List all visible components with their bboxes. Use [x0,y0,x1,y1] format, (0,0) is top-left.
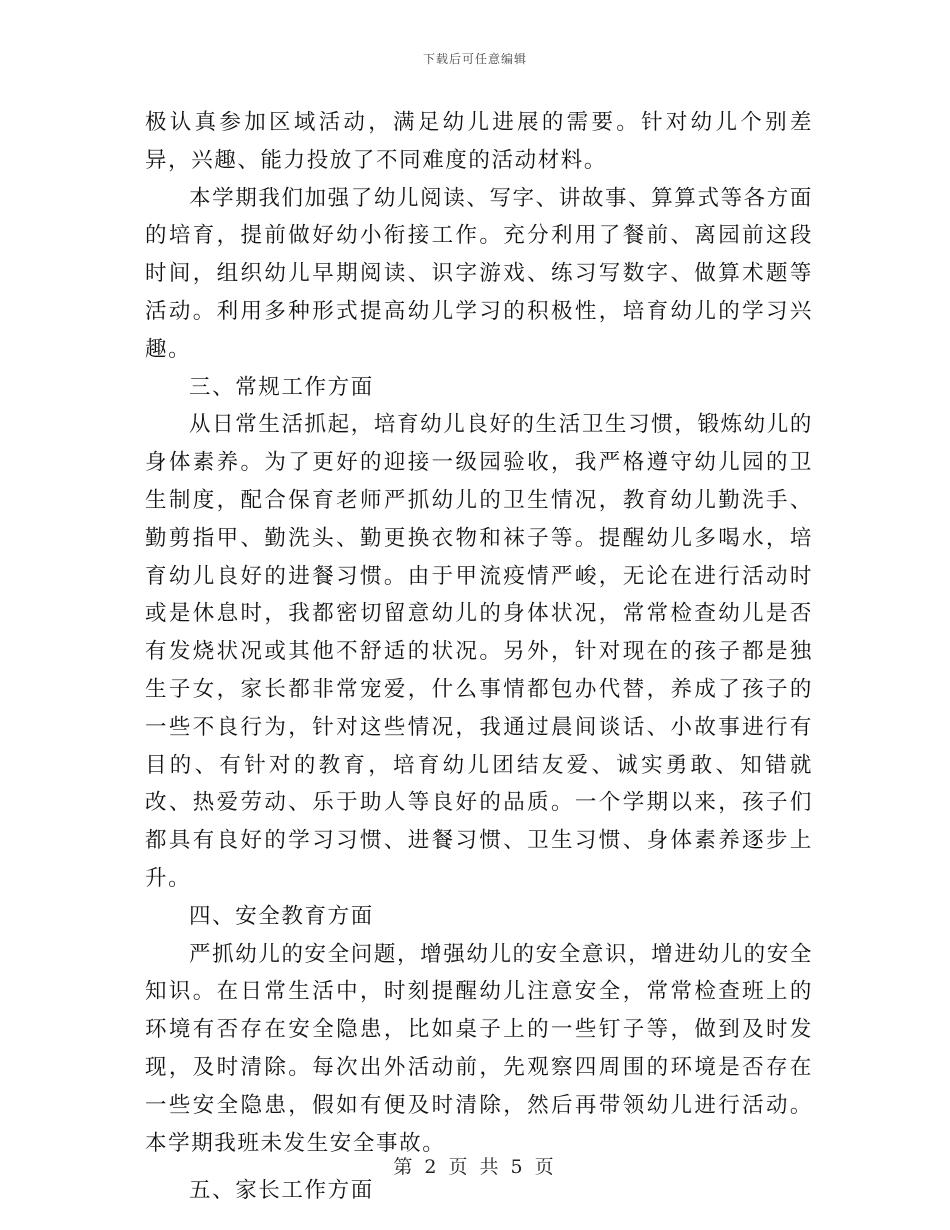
section-heading-parents: 五、家长工作方面 [189,1178,374,1204]
page-footer: 第 2 页 共 5 页 [393,1156,557,1178]
section-heading-safety: 四、安全教育方面 [189,903,374,929]
paragraph-study: 本学期我们加强了幼儿阅读、写字、讲故事、算算式等各方面的培育，提前做好幼小衔接工作。充分利用了餐前、离园前这段时间，组织幼儿早期阅读、识字游戏、练习写数字、做算术题等活动。利用多种形式提高幼儿学习的积极性，培育幼儿的学习兴趣。 [145,185,813,362]
paragraph-safety: 严抓幼儿的安全问题，增强幼儿的安全意识，增进幼儿的安全知识。在日常生活中，时刻提醒幼儿注意安全，常常检查班上的环境有否存在安全隐患，比如桌子上的一些钉子等，做到及时发现，及时清除。每次出外活动前，先观察四周围的环境是否存在一些安全隐患，假如有便及时清除，然后再带领幼儿进行活动。本学期我班未发生安全事故。 [145,941,813,1156]
paragraph-routine: 从日常生活抓起，培育幼儿良好的生活卫生习惯，锻炼幼儿的身体素养。为了更好的迎接一级园验收，我严格遵守幼儿园的卫生制度，配合保育老师严抓幼儿的卫生情况，教育幼儿勤洗手、勤剪指甲、勤洗头、勤更换衣物和袜子等。提醒幼儿多喝水，培育幼儿良好的进餐习惯。由于甲流疫情严峻，无论在进行活动时或是休息时，我都密切留意幼儿的身体状况，常常检查幼儿是否有发烧状况或其他不舒适的状况。另外，针对现在的孩子都是独生子女，家长都非常宠爱，什么事情都包办代替，养成了孩子的一些不良行为，针对这些情况，我通过晨间谈话、小故事进行有目的、有针对的教育，培育幼儿团结友爱、诚实勇敢、知错就改、热爱劳动、乐于助人等良好的品质。一个学期以来，孩子们都具有良好的学习习惯、进餐习惯、卫生习惯、身体素养逐步上升。 [145,412,813,891]
document-body [145,104,813,1210]
page-header: 下载后可任意编辑 [422,52,527,66]
paragraph-continued: 极认真参加区域活动，满足幼儿进展的需要。针对幼儿个别差异，兴趣、能力投放了不同难度的活动材料。 [145,110,813,173]
section-heading-routine: 三、常规工作方面 [189,374,374,400]
